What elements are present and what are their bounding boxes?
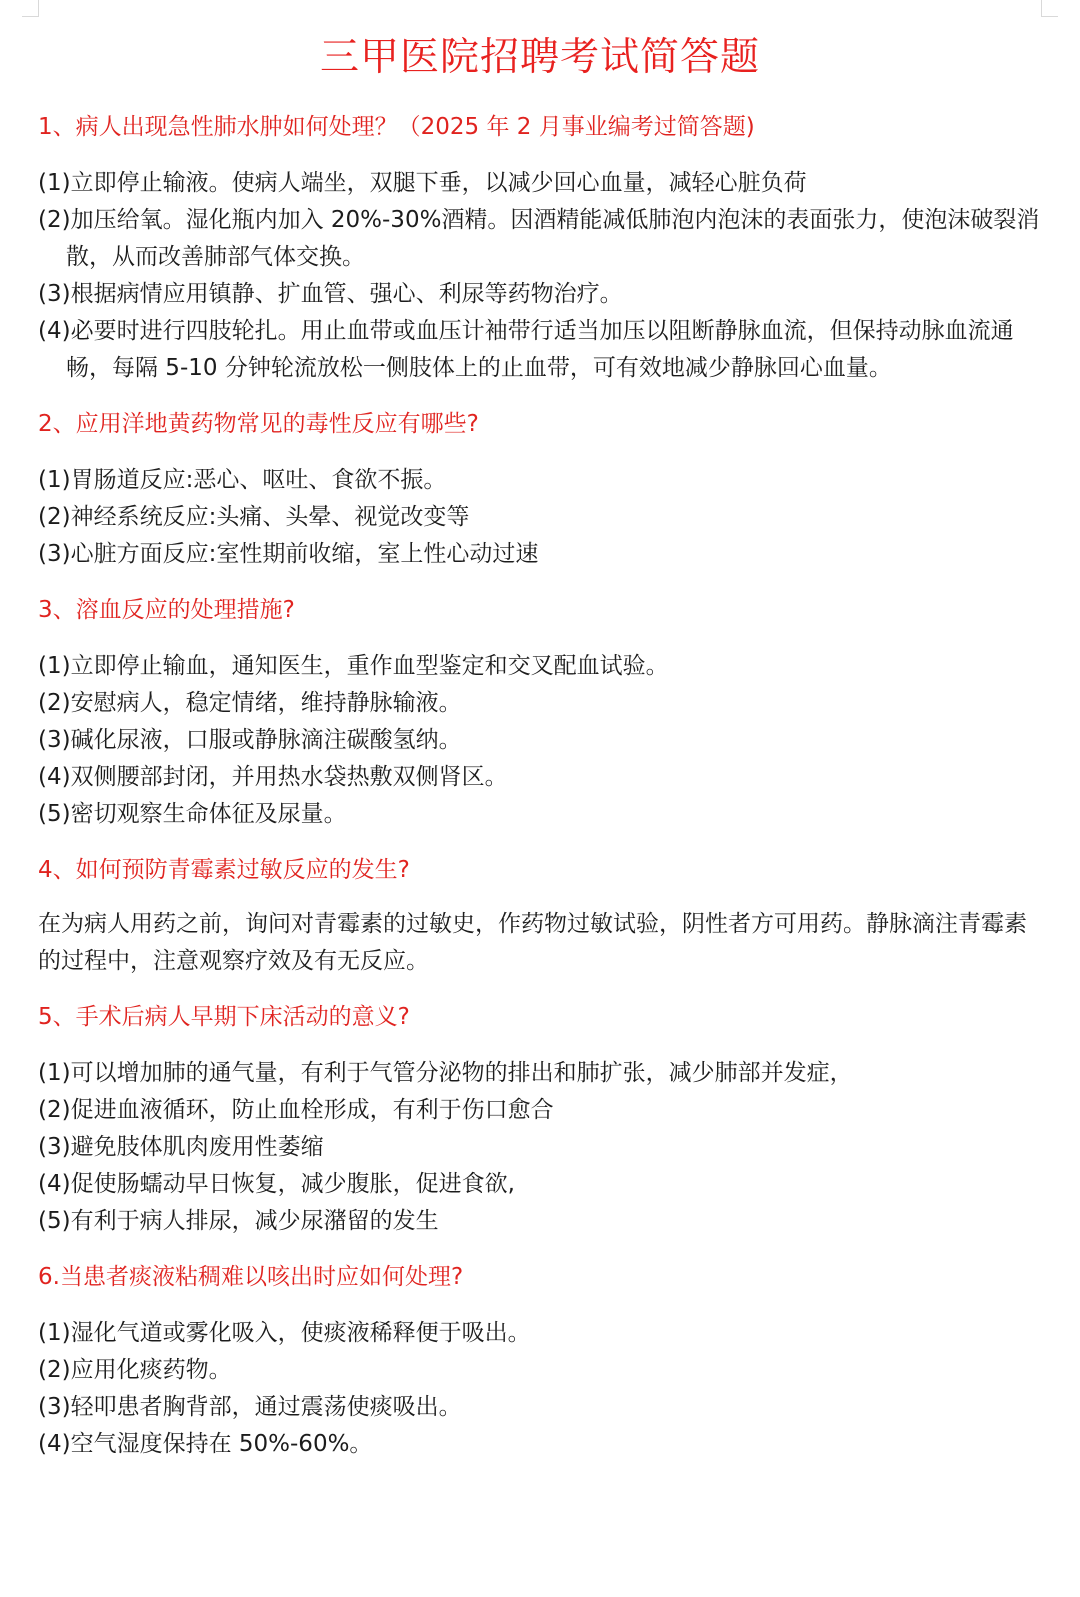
answer-item: (2)加压给氧。湿化瓶内加入 20%-30%酒精。因酒精能减低肺泡内泡沫的表面张力，使泡沫破裂消散，从而改善肺部气体交换。: [38, 207, 1040, 270]
answer-list: [38, 165, 1042, 387]
answer-item: (1)立即停止输血，通知医生，重作血型鉴定和交叉配血试验。: [38, 653, 669, 679]
answer-item: (2)应用化痰药物。: [38, 1357, 232, 1383]
question-heading: 4、如何预防青霉素过敏反应的发生?: [38, 857, 410, 883]
answer-list: [38, 1315, 1042, 1463]
question-heading: 6.当患者痰液粘稠难以咳出时应如何处理?: [38, 1264, 464, 1290]
page-title: 三甲医院招聘考试简答题: [319, 35, 760, 80]
question-heading: 3、溶血反应的处理措施?: [38, 597, 295, 623]
answer-item: (3)心脏方面反应:室性期前收缩，室上性心动过速: [38, 541, 539, 567]
question-section-4: [38, 853, 1042, 980]
answer-list: [38, 462, 1042, 573]
answer-item: (4)促使肠蠕动早日恢复，减少腹胀，促进食欲,: [38, 1171, 515, 1197]
answer-item: (3)轻叩患者胸背部，通过震荡使痰吸出。: [38, 1394, 462, 1420]
question-section-3: [38, 593, 1042, 833]
answer-item: (4)双侧腰部封闭，并用热水袋热敷双侧肾区。: [38, 764, 508, 790]
question-heading: 1、病人出现急性肺水肿如何处理？（2025 年 2 月事业编考过简答题): [38, 114, 755, 140]
answer-item: (3)避免肢体肌肉废用性萎缩: [38, 1134, 324, 1160]
answer-list: [38, 648, 1042, 833]
answer-item: (2)安慰病人，稳定情绪，维持静脉输液。: [38, 690, 462, 716]
answer-item: (1)可以增加肺的通气量，有利于气管分泌物的排出和肺扩张，减少肺部并发症，: [38, 1060, 853, 1086]
question-section-5: [38, 1000, 1042, 1240]
answer-item: (4)空气湿度保持在 50%-60%。: [38, 1431, 373, 1457]
answer-item: (3)碱化尿液，口服或静脉滴注碳酸氢纳。: [38, 727, 462, 753]
question-section-2: [38, 407, 1042, 573]
question-heading: 2、应用洋地黄药物常见的毒性反应有哪些?: [38, 411, 479, 437]
question-section-1: [38, 110, 1042, 387]
answer-item: (5)密切观察生命体征及尿量。: [38, 801, 347, 827]
answer-list: [38, 1055, 1042, 1240]
answer-item: (1)胃肠道反应:恶心、呕吐、食欲不振。: [38, 467, 447, 493]
answer-item: (2)神经系统反应:头痛、头晕、视觉改变等: [38, 504, 470, 530]
answer-item: (1)立即停止输液。使病人端坐，双腿下垂，以减少回心血量，减轻心脏负荷: [38, 170, 807, 196]
answer-item: (4)必要时进行四肢轮扎。用止血带或血压计袖带行适当加压以阻断静脉血流，但保持动脉血流通畅，每隔 5-10 分钟轮流放松一侧肢体上的止血带，可有效地减少静脉回心血量。: [38, 318, 1014, 381]
question-heading: 5、手术后病人早期下床活动的意义?: [38, 1004, 410, 1030]
answer-item: (3)根据病情应用镇静、扩血管、强心、利尿等药物治疗。: [38, 281, 623, 307]
answer-item: (5)有利于病人排尿，减少尿潴留的发生: [38, 1208, 439, 1234]
answer-text: 在为病人用药之前，询问对青霉素的过敏史，作药物过敏试验，阴性者方可用药。静脉滴注青霉素的过程中，注意观察疗效及有无反应。: [38, 911, 1027, 974]
answer-paragraph: [38, 906, 1042, 980]
answer-item: (1)湿化气道或雾化吸入，使痰液稀释便于吸出。: [38, 1320, 531, 1346]
answer-item: (2)促进血液循环，防止血栓形成，有利于伤口愈合: [38, 1097, 554, 1123]
question-section-6: [38, 1260, 1042, 1463]
